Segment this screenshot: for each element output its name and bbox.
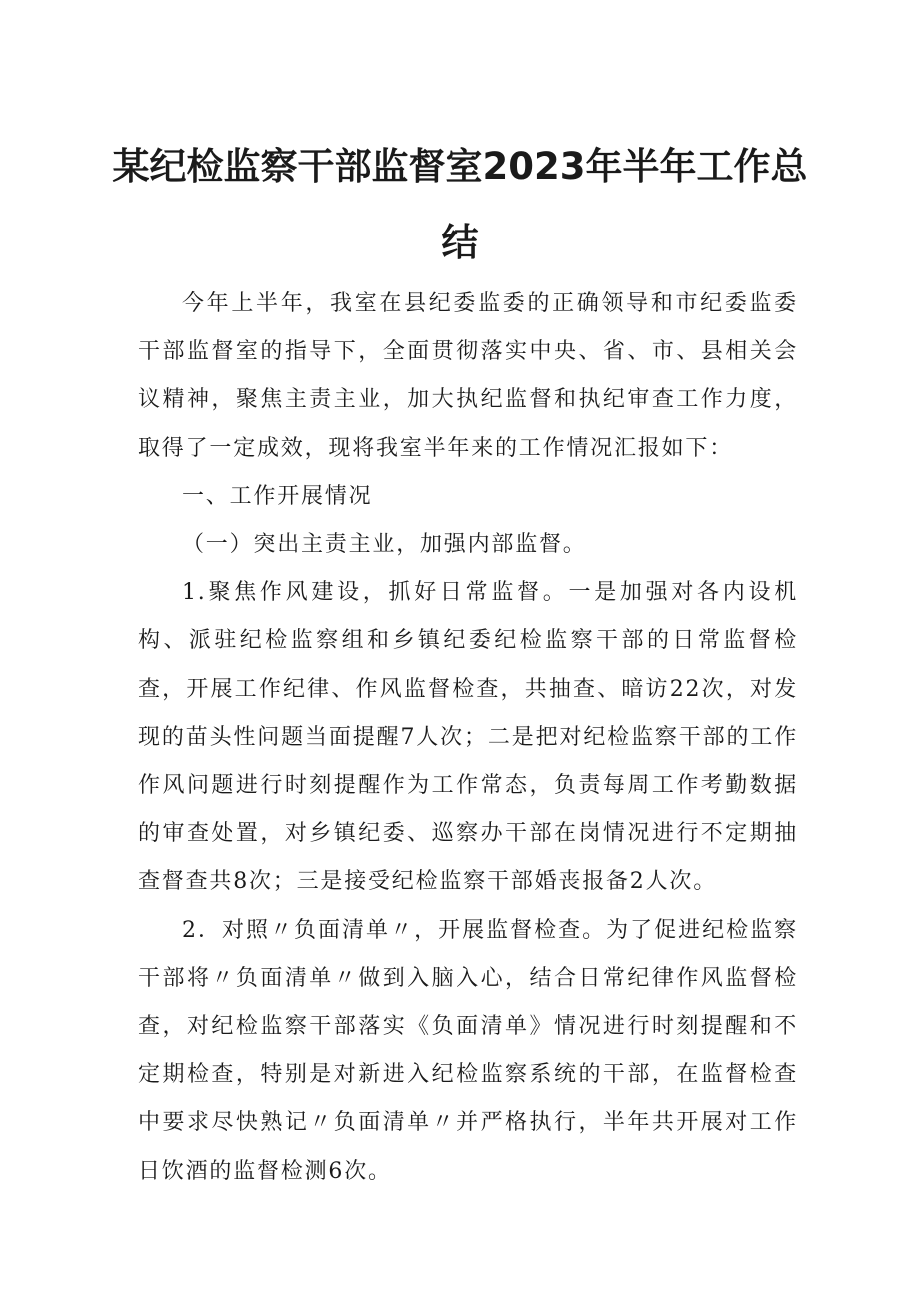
item-paragraph-1: 1.聚焦作风建设，抓好日常监督。一是加强对各内设机构、派驻纪检监察组和乡镇纪委纪检监察干部的日常监督检查，开展工作纪律、作风监督检查，共抽查、暗访22次，对发现的苗头性问题当面提醒7人次；二是把对纪检监察干部的工作作风问题进行时刻提醒作为工作常态，负责每周工作考勤数据的审查处置，对乡镇纪委、巡察办干部在岗情况进行不定期抽查督查共8次；三是接受纪检监察干部婚丧报备2人次。 [138, 580, 798, 895]
subsection-heading-1: （一）突出主责主业，加强内部监督。 [182, 532, 587, 558]
document-body [138, 280, 798, 1196]
section-heading-1: 一、工作开展情况 [182, 483, 373, 509]
item-paragraph-2: 2．对照〃负面清单〃，开展监督检查。为了促进纪检监察干部将〃负面清单〃做到入脑入心，结合日常纪律作风监督检查，对纪检监察干部落实《负面清单》情况进行时刻提醒和不定期检查，特别是对新进入纪检监察系统的干部，在监督检查中要求尽快熟记〃负面清单〃并严格执行，半年共开展对工作日饮酒的监督检测6次。 [138, 917, 798, 1184]
document-title-line-2: 结 [441, 221, 479, 264]
document-title-line-1: 某纪检监察干部监督室2023年半年工作总 [112, 145, 808, 188]
intro-paragraph: 今年上半年，我室在县纪委监委的正确领导和市纪委监委干部监督室的指导下，全面贯彻落实中央、省、市、县相关会议精神，聚焦主责主业，加大执纪监督和执纪审查工作力度，取得了一定成效，现将我室半年来的工作情况汇报如下： [138, 291, 798, 461]
